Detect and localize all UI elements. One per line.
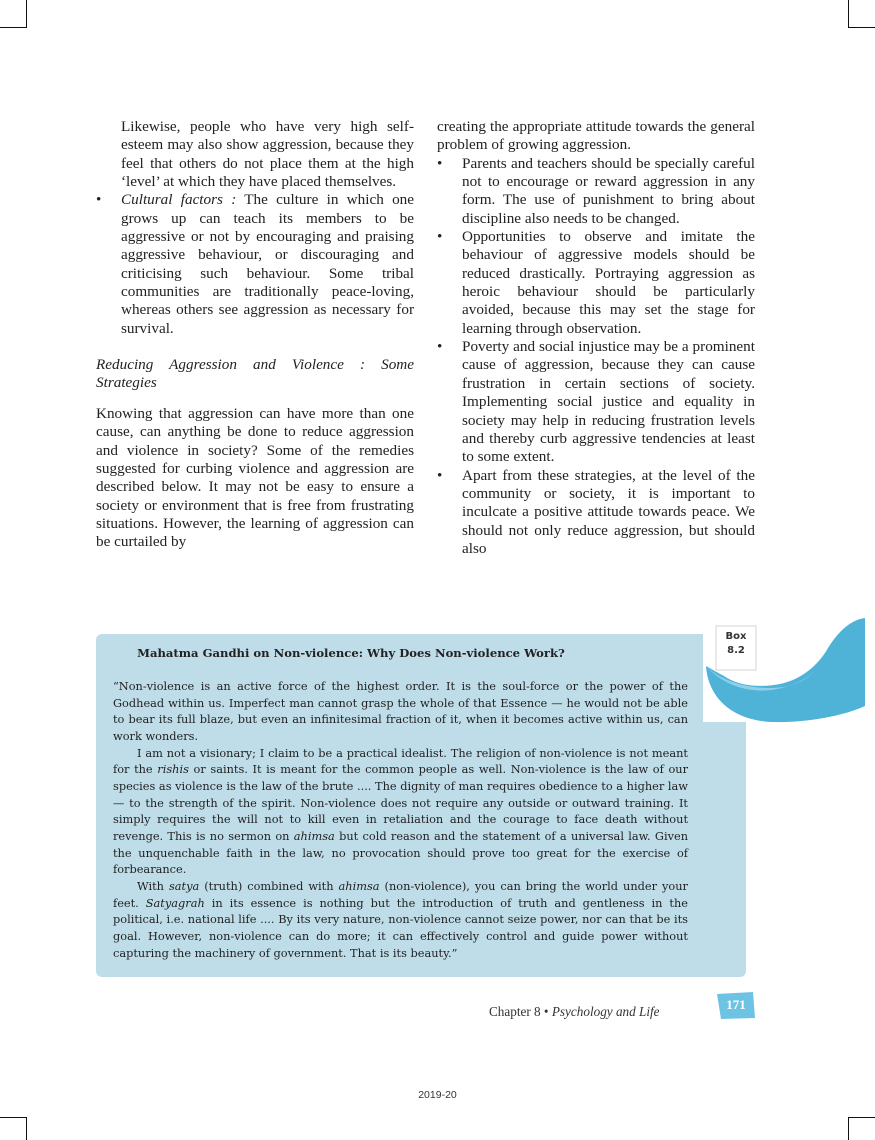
list-item: • Apart from these strategies, at the level of the community or society, it is important to inculcate a positive attitude towards peace. We should not only reduce aggression, but should also [437,467,755,559]
crop-mark-top-left-h [0,27,27,28]
quote-term-satya: satya [168,878,200,893]
crop-mark-top-right-h [848,27,875,28]
remedies-paragraph: Knowing that aggression can have more than one cause, can anything be done to reduce aggression and violence in society? Some of the remedies suggested for curbing violence and aggression are described below. It may not be easy to ensure a society or environment that is free from frustrating situations. However, the learning of aggression can be curtailed by [96,404,414,551]
quote-paragraph-1: “Non-violence is an active force of the highest order. It is the soul-force or the power of the Godhead within us. Imperfect man cannot grasp the whole of that Essence — he would not be able to bear its full blaze, but even an infinitesimal fraction of it, when it becomes active within us, can work wonders. [113,679,688,743]
list-item: • Parents and teachers should be specially careful not to encourage or reward aggression in any form. The use of punishment to bring about discipline also needs to be changed. [437,155,755,228]
crop-mark-bottom-left-h [0,1117,27,1118]
box-label-word: Box [725,631,747,642]
crop-mark-bottom-left-v [26,1117,27,1140]
quote-text: I am not a visionary; I claim to be a practical idealist. The religion of non-violence is not meant for the [113,745,688,777]
self-esteem-paragraph: Likewise, people who have very high self-esteem may also show aggression, because they feel that others do not place them at the high ‘level’ at which they have placed themselves. [121,118,414,191]
cultural-factors-term: Cultural factors : [121,191,237,209]
right-column [437,118,755,558]
section-heading: Reducing Aggression and Violence : Some Strategies [96,356,414,392]
crop-mark-top-left-v [26,0,27,28]
box-body [113,678,688,961]
page-number: 171 [726,997,746,1012]
quote-term-ahimsa: ahimsa [338,878,380,893]
chapter-prefix: Chapter 8 • [489,1004,552,1019]
quote-paragraph-2 [113,745,688,878]
left-column [96,118,414,552]
box-label-number: 8.2 [727,645,745,656]
quote-text: in its essence is nothing but the introduction of truth and gentleness in the political, i.e. national life .... By its very nature, non-violence cannot seize power, nor can that be its goal. However, non-violence can do more; it can effectively control and guide power without capturing the machinery of government. That is its beauty.” [113,895,688,960]
quote-text: but cold reason and the statement of a universal law. Given the unquenchable faith in the law, no provocation should prove too great for the exercise of forbearance. [113,828,689,877]
quote-term-ahimsa: ahimsa [293,828,335,843]
quote-text: With [137,878,169,893]
quote-term-rishis: rishis [157,762,189,777]
cultural-factors-bullet [96,191,414,338]
box-label [717,630,755,658]
quote-text: (truth) combined with [199,878,339,893]
attitude-paragraph: creating the appropriate attitude towards the general problem of growing aggression. [437,118,755,154]
box-title: Mahatma Gandhi on Non-violence: Why Does Non-violence Work? [137,646,565,660]
list-item: • Opportunities to observe and imitate the behaviour of aggressive models should be reduced drastically. Portraying aggression as heroic behaviour should be particularly avoided, because this may set the stage for learning through observation. [437,228,755,338]
crop-mark-top-right-v [848,0,849,28]
quote-term-satyagrah: Satyagrah [145,895,205,910]
cultural-factors-text: The culture in which one grows up can teach its members to be aggressive or not by encouraging and praising aggressive behaviour, or discouraging and criticising such behaviour. Some tribal communities are traditionally peace-loving, whereas others see aggression as necessary for survival. [121,191,414,337]
quote-text: (non-violence), you can bring the world under your feet. [113,878,688,910]
quote-paragraph-3 [113,878,688,961]
chapter-title: Psychology and Life [551,1004,660,1019]
edition-year: 2019-20 [418,1089,457,1101]
crop-mark-bottom-right-v [848,1117,849,1140]
crop-mark-bottom-right-h [848,1117,875,1118]
quote-text: or saints. It is meant for the common people as well. Non-violence is the law of our species as violence is the law of the brute .... The dignity of man requires obedience to a higher law — to the strength of the spirit. Non-violence does not require any outside or outward training. It simply requires the will not to kill even in retaliation and the courage to face death without revenge. This is no sermon on [113,762,688,843]
chapter-footer [489,1004,660,1020]
list-item: • Poverty and social injustice may be a prominent cause of aggression, because they can cause frustration in certain sections of society. Implementing social justice and equality in society may help in reducing frustration levels and thereby curb aggressive tendencies at least to some extent. [437,338,755,466]
